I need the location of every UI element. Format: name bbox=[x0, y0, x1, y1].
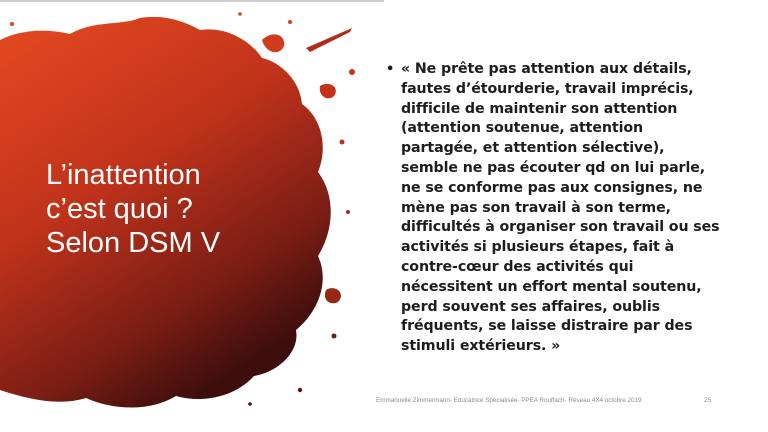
body-line: partagée, et attention sélective), bbox=[401, 140, 665, 157]
body-line: contre-cœur des activités qui bbox=[401, 258, 634, 275]
bullet-paragraph bbox=[401, 60, 724, 357]
page-number: 25 bbox=[704, 397, 712, 404]
body-line: difficile de maintenir son attention bbox=[401, 100, 678, 117]
slide-title bbox=[46, 158, 296, 260]
body-line: stimuli extérieurs. » bbox=[401, 338, 561, 355]
body-line: perd souvent ses affaires, oublis bbox=[401, 298, 660, 315]
body-line: mène pas son travail à son terme, bbox=[401, 199, 671, 216]
body-line: nécessitent un effort mental soutenu, bbox=[401, 278, 702, 295]
title-line-1: L’inattention bbox=[46, 159, 201, 191]
bullet-item bbox=[386, 60, 724, 357]
title-line-2: c’est quoi ? bbox=[46, 193, 193, 225]
body-line: semble ne pas écouter qd on lui parle, bbox=[401, 159, 706, 176]
body-line: ne se conforme pas aux consignes, ne bbox=[401, 179, 703, 196]
body-line: difficultés à organiser son travail ou ses bbox=[401, 219, 720, 236]
body-line: fréquents, se laisse distraire par des bbox=[401, 318, 693, 335]
bullet-icon: • bbox=[386, 62, 395, 77]
body-line: fautes d’étourderie, travail imprécis, bbox=[401, 80, 694, 97]
slide-footer: Emmanuelle Zimmermann- Educatrice Spécialisée- PPEA Rouffach- Réseau 4X4 octobre 2019 bbox=[376, 397, 642, 404]
title-line-3: Selon DSM V bbox=[46, 227, 221, 259]
body-content bbox=[386, 60, 724, 357]
body-line: « Ne prête pas attention aux détails, bbox=[401, 61, 692, 77]
body-line: activités si plusieurs étapes, fait à bbox=[401, 239, 675, 256]
body-line: (attention soutenue, attention bbox=[401, 120, 643, 137]
